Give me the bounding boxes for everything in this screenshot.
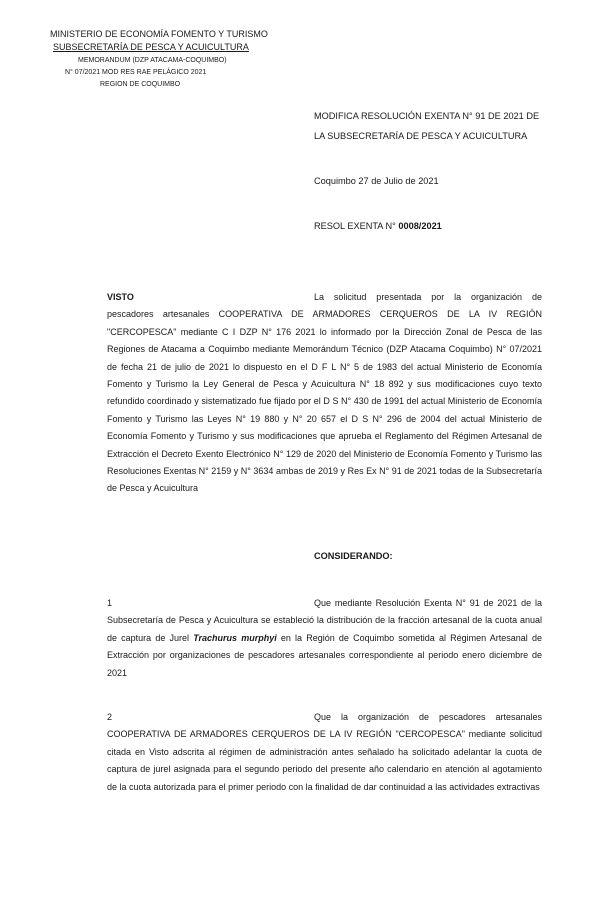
- visto-label: VISTO: [107, 292, 134, 302]
- item-1-first: Que mediante Resolución Exenta N° 91 de: [314, 598, 494, 608]
- item-1-text-b: en la Región de Coquimbo sometida al Régimen Artesanal de Extracción por organizaciones de pescadores artesanales correspondiente al periodo enero diciembre de 2021: [107, 632, 542, 678]
- header-ministry: MINISTERIO DE ECONOMÍA FOMENTO Y TURISMO: [50, 29, 268, 39]
- item-1-species: Trachurus murphyi: [193, 632, 277, 643]
- item-1-text-a: 2021 de la Subsecretaría de Pesca y Acuicultura se estableció la distribución de la fracción artesanal de la cuota anual de captura de Jurel: [107, 598, 542, 643]
- visto-paragraph: [107, 289, 542, 498]
- considerando-item-2: [107, 709, 542, 796]
- item-1-number: 1: [107, 598, 113, 608]
- date-line: Coquimbo 27 de Julio de 2021: [314, 176, 439, 186]
- header-memo-number: N° 07/2021 MOD RES RAE PELÁGICO 2021: [65, 69, 207, 76]
- resolution-number: [314, 218, 442, 234]
- considerando-heading: CONSIDERANDO:: [314, 551, 393, 561]
- item-2-indent: [107, 709, 314, 726]
- item-2-text-a: artesanales COOPERATIVA DE ARMADORES CERQUEROS DE LA IV REGIÓN "CERCOPESCA" mediante solicitud citada en Visto adscrita al régimen de administración antes señalado ha solicitado adelantar la cuota de captura de jurel asignada para el segundo periodo del presente año calendario en atención al agotamiento de la cuota autorizada para el primer periodo con la finalidad de dar continuidad a las actividades extractivas: [107, 712, 542, 792]
- visto-text-first: La solicitud presentada por la organización: [314, 292, 523, 302]
- visto-text-rest: de pescadores artesanales COOPERATIVA DE ARMADORES CERQUEROS DE LA IV REGIÓN "CERCOPESCA" mediante C I DZP N° 176 2021 lo informado por la Dirección Zonal de Pesca de las Regiones de Atacama a Coquimbo mediante Memorándum Técnico (DZP Atacama Coquimbo) N° 07/2021 de fecha 21 de julio de 2021 lo dispuesto en el D F L N° 5 de 1983 del actual Ministerio de Economía Fomento y Turismo la Ley General de Pesca y Acuicultura N° 18 892 y sus modificaciones cuyo texto refundido coordinado y sistematizado fue fijado por el D S N° 430 de 1991 del actual Ministerio de Economía Fomento y Turismo las Leyes N° 19 880 y N° 20 657 el D S N° 296 de 2004 del actual Ministerio de Economía Fomento y Turismo y sus modificaciones que aprueba el Reglamento del Régimen Artesanal de Extracción el Decreto Exento Electrónico N° 129 de 2020 del Ministerio de Economía Fomento y Turismo las Resoluciones Exentas N° 2159 y N° 3634 ambas de 2019 y Res Ex N° 91 de 2021 todas de la Subsecretaría de Pesca y Acuicultura: [107, 292, 542, 494]
- resolution-title: [314, 108, 539, 144]
- item-2-number: 2: [107, 712, 113, 722]
- item-2-first: Que la organización de pescadores: [314, 712, 486, 722]
- item-1-indent: [107, 595, 314, 612]
- title-line-2: LA SUBSECRETARÍA DE PESCA Y ACUICULTURA: [314, 131, 528, 141]
- considerando-item-1: [107, 595, 542, 682]
- resol-number: 0008/2021: [398, 221, 442, 231]
- header-region: REGION DE COQUIMBO: [100, 81, 181, 88]
- resol-prefix: RESOL EXENTA N°: [314, 221, 396, 231]
- visto-indent: [107, 289, 314, 306]
- header-memo: MEMORANDUM (DZP ATACAMA-COQUIMBO): [78, 57, 227, 64]
- title-line-1: MODIFICA RESOLUCIÓN EXENTA N° 91 DE 2021 DE: [314, 111, 540, 121]
- header-subsecretaria: SUBSECRETARÍA DE PESCA Y ACUICULTURA: [53, 42, 249, 52]
